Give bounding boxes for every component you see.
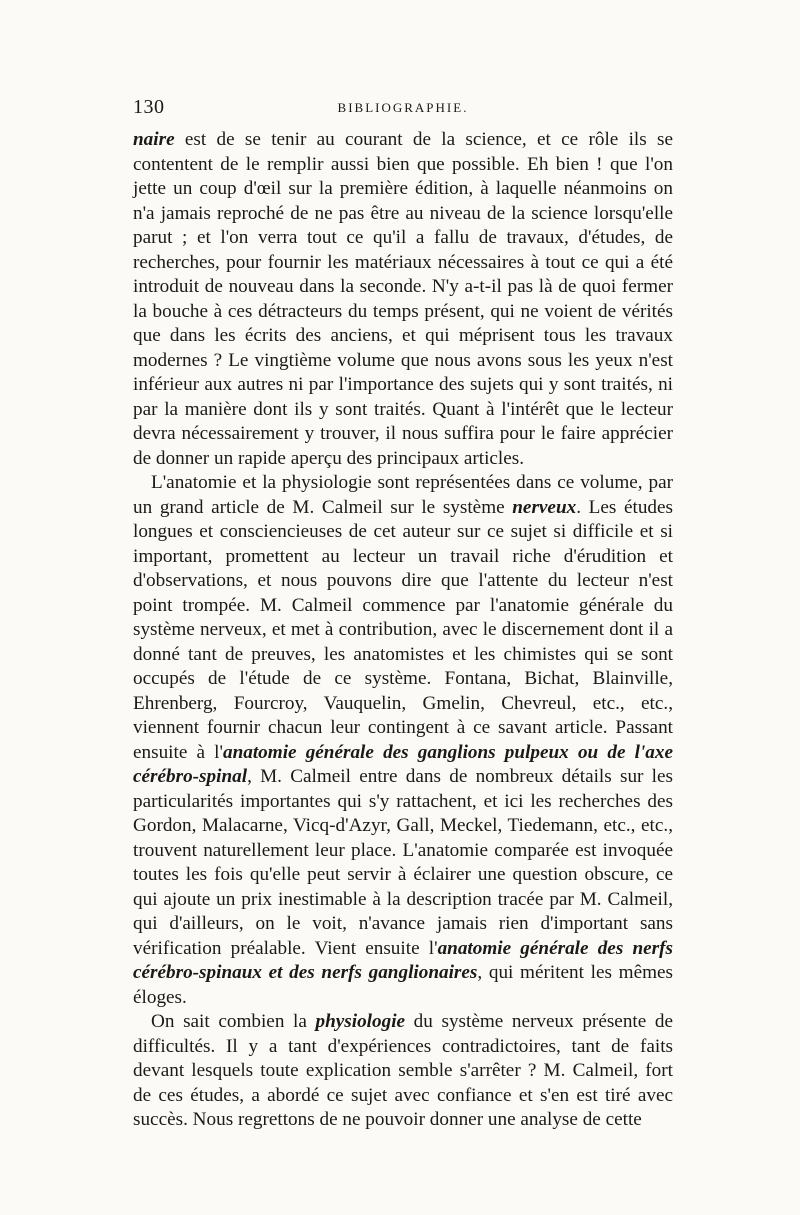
body-text <box>133 128 673 1133</box>
text-segment: physiologie <box>315 1011 406 1032</box>
page-number: 130 <box>133 96 165 118</box>
text-segment: anatomie générale des ganglions pulpeux ou de l'axe cérébro-spinal <box>133 741 673 787</box>
text-segment: est de se tenir au courant de la science, et ce rôle ils se contentent de le remplir aussi bien que possible. Eh bien ! que l'on jette un coup d'œil sur la première édition, à laquelle néanmoins on n'a jamais reproché de ne pas être au niveau de la science lorsqu'elle parut ; et l'on verra tout ce qu'il a fallu de travaux, d'études, de recherches, pour fournir les matériaux nécessaires à tout ce qui a été introduit de nouveau dans la seconde. N'y a-t-il pas là de quoi fermer la bouche à ces détracteurs du temps présent, qui ne voient de vérités que dans les écrits des anciens, et qui méprisent tous les travaux modernes ? Le vingtième volume que nous avons sous les yeux n'est inférieur aux autres ni par l'importance des sujets qui y sont traités, ni par la manière dont ils y sont traités. Quant à l'intérêt que le lecteur devra nécessairement y trouver, il nous suffira pour le faire apprécier de donner un rapide aperçu des principaux articles. <box>133 129 673 469</box>
text-segment: nerveux <box>512 496 577 518</box>
running-title: BIBLIOGRAPHIE. <box>337 100 469 115</box>
text-segment: L'anatomie et la physiologie sont représentées dans ce volume, par un grand article de M. Calmeil sur le système <box>133 472 673 518</box>
text-segment: , M. Calmeil entre dans de nombreux détails sur les particularités importantes qui s'y rattachent, et ici les recherches des Gordon, Malacarne, Vicq-d'Azyr, Gall, Meckel, Tiedemann, etc., etc., trouvent naturellement leur place. L'anatomie comparée est invoquée toutes les fois qu'elle peut servir à éclairer une question obscure, ce qui ajoute un prix inestimable à la description tracée par M. Calmeil, qui d'ailleurs, on le voit, n'avance jamais rien d'important sans vérification préalable. Vient ensuite l' <box>133 766 673 959</box>
text-segment: anatomie générale des nerfs cérébro-spinaux et des nerfs ganglionaires <box>133 937 673 983</box>
paragraph-2 <box>133 471 673 1010</box>
text-segment: du système nerveux présente de difficultés. Il y a tant d'expériences contradictoires, tant de faits devant lesquels toute explication semble s'arrêter ? M. Calmeil, fort de ces études, a abordé ce sujet avec confiance et s'en est tiré avec succès. Nous regrettons de ne pouvoir donner une analyse de cette <box>133 1011 673 1130</box>
page-header <box>133 96 673 124</box>
text-segment: . Les études longues et consciencieuses de cet auteur sur ce sujet si difficile et si important, promettent au lecteur un travail riche d'érudition et d'observations, et nous pouvons dire que l'attente du lecteur n'est point trompée. M. Calmeil commence par l'anatomie générale du système nerveux, et met à contribution, avec le discernement dont il a donné tant de preuves, les anatomistes et les chimistes qui se sont occupés de l'étude de ce système. Fontana, Bichat, Blainville, Ehrenberg, Fourcroy, Vauquelin, Gmelin, Chevreul, etc., etc., viennent fournir chacun leur contingent à ce savant article. Passant ensuite à l' <box>133 496 673 763</box>
text-segment: On sait combien la <box>151 1011 316 1032</box>
text-segment: naire <box>133 129 175 150</box>
paragraph-3 <box>133 1010 673 1133</box>
paragraph-1 <box>133 128 673 471</box>
text-segment: , qui méritent les mêmes éloges. <box>133 962 673 1008</box>
